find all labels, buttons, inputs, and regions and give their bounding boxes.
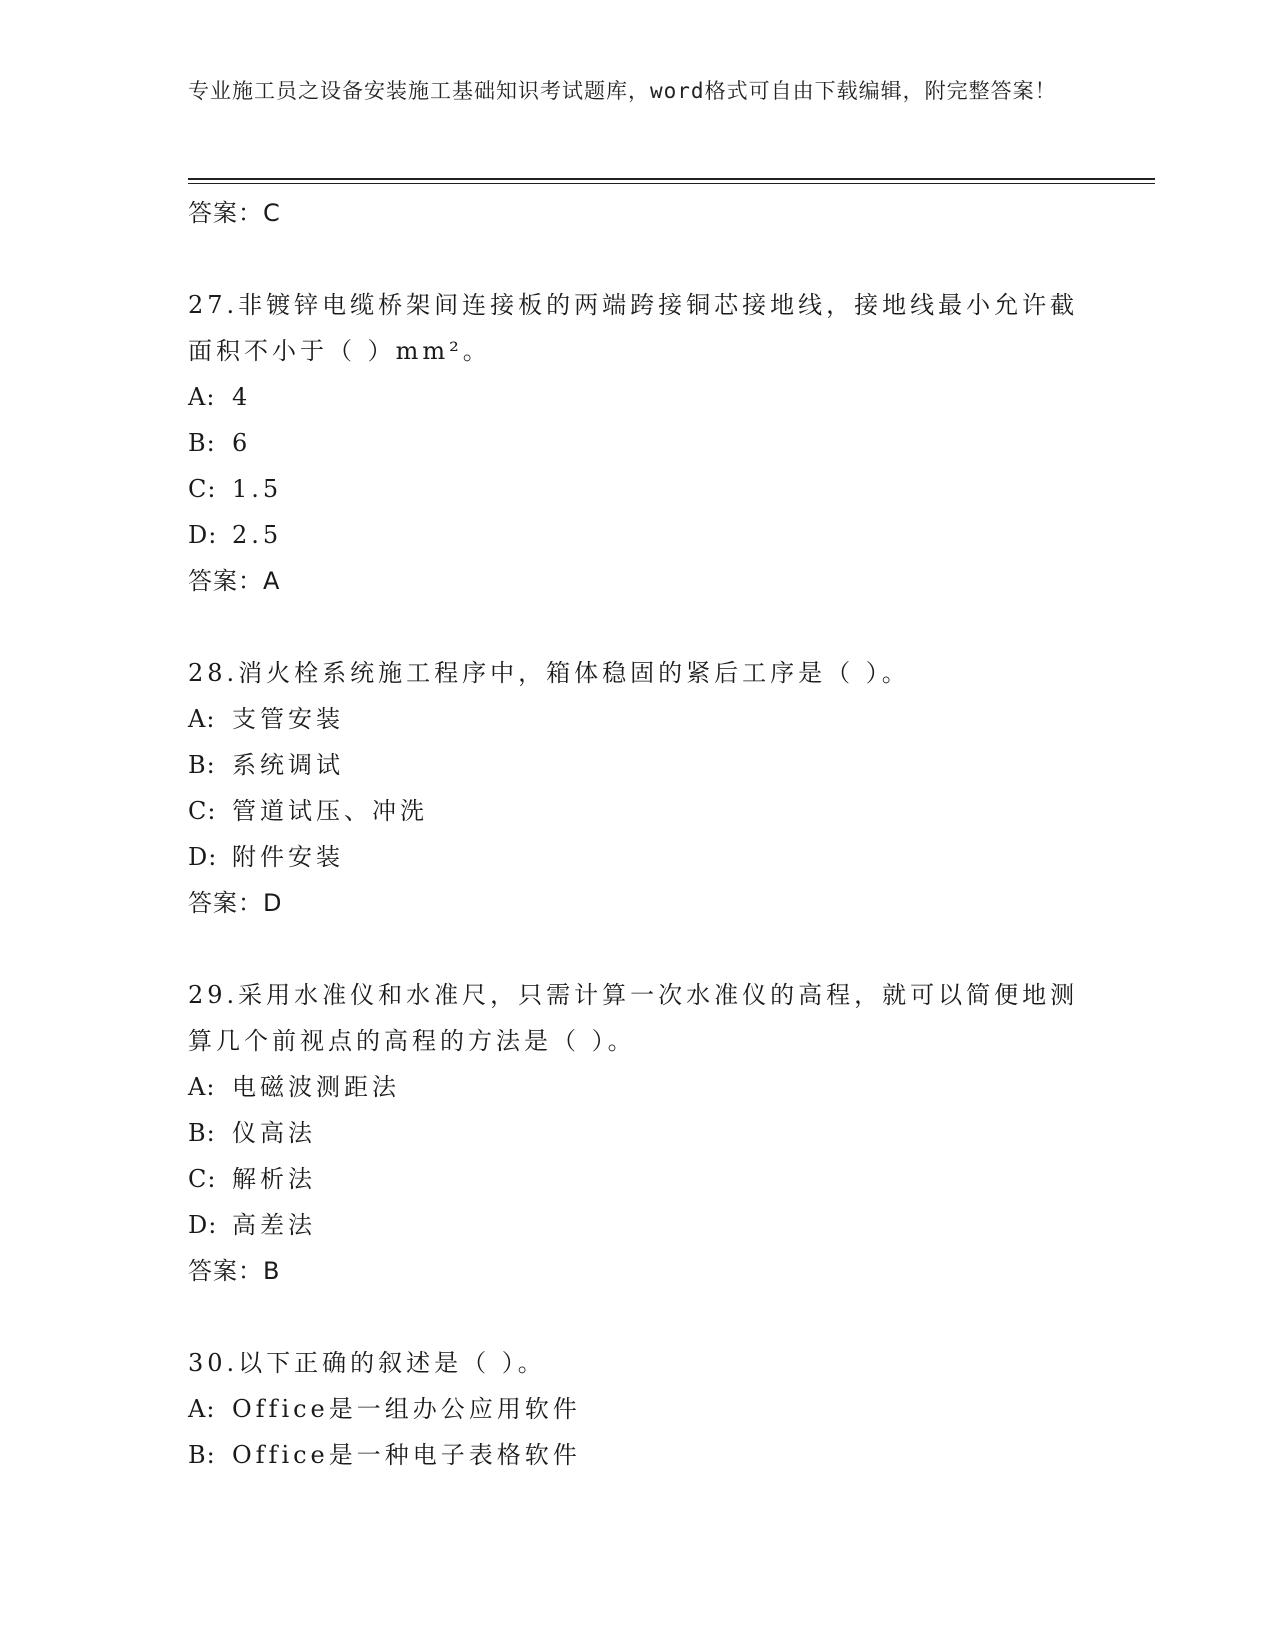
- question-stem: 28.消火栓系统施工程序中，箱体稳固的紧后工序是（ ）。: [188, 659, 910, 687]
- option-c: [188, 466, 1088, 512]
- option-key: D:: [188, 1211, 218, 1239]
- option-b: [188, 1432, 1088, 1478]
- option-key: B:: [188, 751, 216, 779]
- option-text: 电磁波测距法: [232, 1073, 400, 1101]
- option-c: [188, 1156, 1088, 1202]
- answer-line: 答案：D: [188, 889, 283, 917]
- option-text: 附件安装: [232, 843, 344, 871]
- option-key: B:: [188, 1441, 216, 1469]
- option-text: 支管安装: [232, 705, 344, 733]
- option-b: [188, 1110, 1088, 1156]
- option-text: 4: [232, 383, 252, 411]
- option-text: 解析法: [232, 1165, 316, 1193]
- header-divider: [188, 178, 1155, 180]
- option-text: 6: [232, 429, 252, 457]
- option-a: [188, 1386, 1088, 1432]
- question-content: [188, 190, 1088, 1478]
- option-key: C:: [188, 797, 217, 825]
- question-stem: 29.采用水准仪和水准尺，只需计算一次水准仪的高程，就可以简便地测算几个前视点的高程的方法是（ ）。: [188, 981, 1079, 1055]
- question-block: [188, 972, 1088, 1340]
- option-key: C:: [188, 475, 217, 503]
- option-key: D:: [188, 843, 218, 871]
- answer-line: 答案：B: [188, 1257, 281, 1285]
- option-key: B:: [188, 429, 216, 457]
- question-stem: 30.以下正确的叙述是（ ）。: [188, 1349, 546, 1377]
- answer-line: 答案：A: [188, 567, 281, 595]
- option-key: D:: [188, 521, 218, 549]
- option-b: [188, 420, 1088, 466]
- option-d: [188, 1202, 1088, 1248]
- option-text: Office是一组办公应用软件: [232, 1395, 581, 1423]
- option-text: 管道试压、冲洗: [232, 797, 428, 825]
- option-key: A:: [188, 1395, 216, 1423]
- option-b: [188, 742, 1088, 788]
- option-key: C:: [188, 1165, 217, 1193]
- question-block: [188, 650, 1088, 972]
- option-a: [188, 696, 1088, 742]
- document-header: 专业施工员之设备安装施工基础知识考试题库，word格式可自由下载编辑，附完整答案！: [188, 79, 1057, 103]
- option-d: [188, 512, 1088, 558]
- option-d: [188, 834, 1088, 880]
- option-key: A:: [188, 705, 216, 733]
- option-text: Office是一种电子表格软件: [232, 1441, 581, 1469]
- question-block: [188, 1340, 1088, 1478]
- question-stem: 27.非镀锌电缆桥架间连接板的两端跨接铜芯接地线，接地线最小允许截面积不小于（ ）mm²。: [188, 291, 1079, 365]
- header-divider-thin: [188, 183, 1155, 184]
- option-key: A:: [188, 383, 216, 411]
- option-a: [188, 1064, 1088, 1110]
- option-text: 1.5: [232, 475, 283, 503]
- option-text: 仪高法: [232, 1119, 316, 1147]
- option-key: A:: [188, 1073, 216, 1101]
- option-c: [188, 788, 1088, 834]
- answer-line: 答案：C: [188, 199, 281, 227]
- option-a: [188, 374, 1088, 420]
- option-text: 高差法: [232, 1211, 316, 1239]
- option-key: B:: [188, 1119, 216, 1147]
- question-block: [188, 282, 1088, 650]
- option-text: 2.5: [232, 521, 283, 549]
- option-text: 系统调试: [232, 751, 344, 779]
